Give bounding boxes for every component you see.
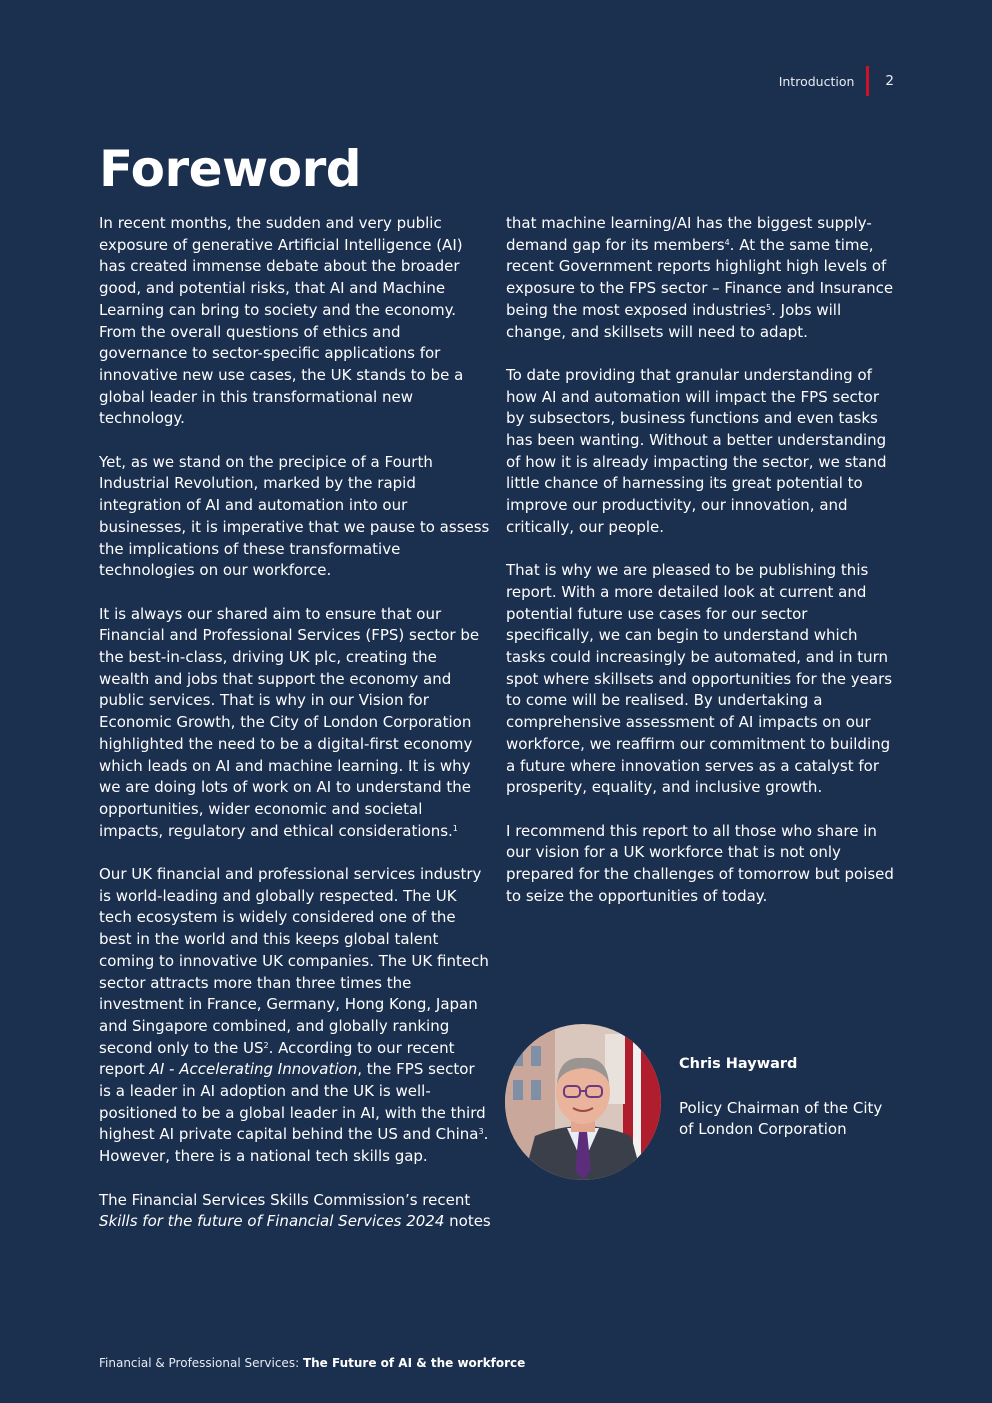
paragraph — [99, 1190, 491, 1233]
paragraph: To date providing that granular understanding of how AI and automation will impact the FPS sector by subsectors, business functions and even tasks has been wanting. Without a better understanding of how it is already impacting the sector, we stand little chance of harnessing its great potential to improve our productivity, our innovation, and critically, our people. — [506, 365, 887, 536]
page-title: Foreword — [99, 140, 362, 198]
paragraph: That is why we are pleased to be publishing this report. With a more detailed look at current and potential future use cases for our sector specifically, we can begin to understand which tasks could increasingly be automated, and in turn spot where skillsets and opportunities for the years to come will be realised. By undertaking a comprehensive assessment of AI impacts on our workforce, we reaffirm our commitment to building a future where innovation serves as a catalyst for prosperity, equality, and inclusive growth. — [506, 561, 893, 797]
paragraph-text: It is always our shared aim to ensure that our Financial and Professional Services (FPS) sector be the best-in-class, driving UK plc, creating the wealth and jobs that support the economy and public services. That is why in our Vision for Economic Growth, the City of London Corporation highlighted the need to be a digital-first economy which leads on AI and machine learning. It is why we are doing lots of work on AI to understand the opportunities, wider economic and societal impacts, regulatory and ethical considerations. — [99, 604, 480, 840]
footer-report-title: The Future of AI & the workforce — [302, 1356, 526, 1370]
section-label: Introduction — [778, 73, 855, 89]
paragraph-text: . At the same time, recent Government reports highlight high levels of exposure to the FPS sector – Finance and Insurance being the most exposed industries — [506, 235, 894, 319]
footnote-ref[interactable]: 5 — [766, 302, 772, 312]
paragraph: I recommend this report to all those who share in our vision for a UK workforce that is not only prepared for the challenges of tomorrow but poised to seize the opportunities of today. — [506, 821, 894, 905]
paragraph-text: Our UK financial and professional services industry is world-leading and globally respected. The UK tech ecosystem is widely considered one of the best in the world and this keeps global talent coming to innovative UK companies. The UK fintech sector attracts more than three times the investment in France, Germany, Hong Kong, Japan and Singapore combined, and globally ranking second only to the US — [99, 865, 489, 1057]
paragraph-text: . According to our recent report — [99, 1038, 455, 1079]
footnote-ref[interactable]: 1 — [452, 823, 458, 833]
paragraph-text: notes — [444, 1212, 491, 1231]
paragraph — [99, 604, 491, 843]
left-column — [99, 213, 491, 1233]
report-title-italic: AI - Accelerating Innovation — [149, 1060, 358, 1079]
paragraph-text: . Jobs will change, and skillsets will need to adapt. — [506, 300, 842, 341]
right-column — [506, 213, 898, 907]
page-header — [779, 66, 894, 96]
paragraph: In recent months, the sudden and very public exposure of generative Artificial Intelligence (AI) has created immense debate about the broader good, and potential risks, that AI and Machine Learning can bring to society and the economy. From the overall questions of ethics and governance to sector-specific applications for innovative new use cases, the UK stands to be a global leader in this transformational new technology. — [99, 214, 464, 428]
paragraph-text: . However, there is a national tech skills gap. — [99, 1125, 489, 1166]
footnote-ref[interactable]: 4 — [724, 237, 730, 247]
signatory-role: Policy Chairman of the City of London Corporation — [679, 1098, 883, 1139]
paragraph — [99, 864, 491, 1168]
signatory-details — [679, 1054, 899, 1141]
paragraph: Yet, as we stand on the precipice of a Fourth Industrial Revolution, marked by the rapid integration of AI and automation into our businesses, it is imperative that we pause to assess the implications of these transformative technologies on our workforce. — [99, 452, 490, 580]
avatar — [505, 1024, 661, 1180]
page-number: 2 — [885, 73, 894, 89]
footnote-ref[interactable]: 3 — [478, 1127, 484, 1137]
paragraph-text: , the FPS sector is a leader in AI adoption and the UK is well-positioned to be a global leader in AI, with the third highest AI private capital behind the US and China — [99, 1060, 486, 1144]
paragraph — [506, 213, 898, 343]
page-footer — [99, 1356, 525, 1370]
paragraph-text: that machine learning/AI has the biggest supply-demand gap for its members — [506, 214, 872, 254]
signatory-block — [505, 1024, 899, 1180]
paragraph-text: The Financial Services Skills Commission’s recent — [99, 1190, 471, 1209]
signatory-name: Chris Hayward — [679, 1056, 798, 1072]
footer-prefix: Financial & Professional Services: — [99, 1356, 303, 1370]
portrait-illustration — [505, 1024, 661, 1180]
footnote-ref[interactable]: 2 — [263, 1040, 269, 1050]
report-title-italic: Skills for the future of Financial Services 2024 — [99, 1212, 445, 1231]
